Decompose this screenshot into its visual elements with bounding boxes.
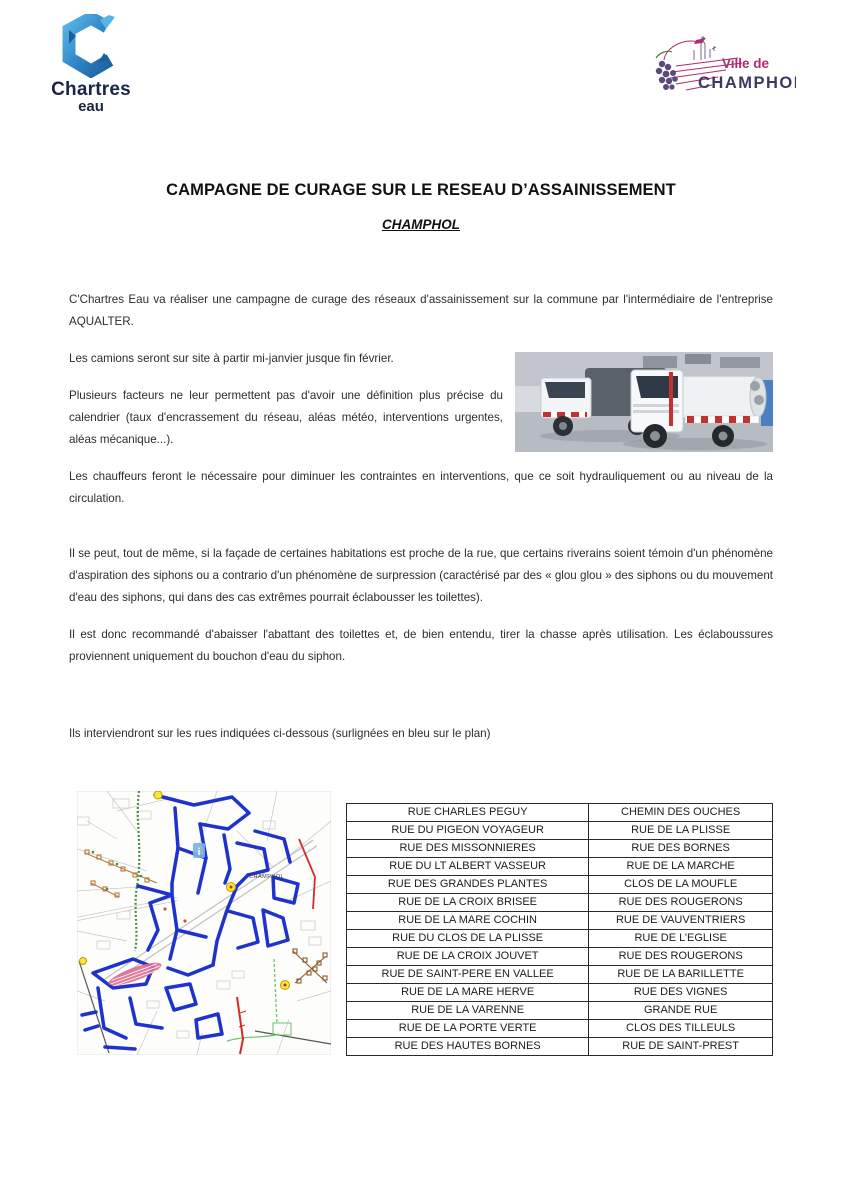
page-title: CAMPAGNE DE CURAGE SUR LE RESEAU D’ASSAINISSEMENT (166, 181, 676, 199)
table-row (347, 948, 773, 966)
svg-text:Ville de: Ville de (722, 56, 770, 71)
ville-de-champhol-logo (646, 32, 796, 103)
streets-table (346, 803, 773, 1056)
chartres-logo-line1: Chartres (51, 79, 131, 100)
street-cell: RUE DES VIGNES (589, 984, 773, 1002)
street-cell: RUE DE LA MARE COCHIN (347, 912, 589, 930)
street-cell: RUE DES MISSONNIERES (347, 840, 589, 858)
chartres-eau-logo (36, 14, 146, 116)
table-row (347, 984, 773, 1002)
street-map (77, 791, 331, 1055)
street-cell: RUE DES ROUGERONS (589, 894, 773, 912)
street-cell: GRANDE RUE (589, 1002, 773, 1020)
table-row (347, 966, 773, 984)
street-cell: RUE DE LA PORTE VERTE (347, 1020, 589, 1038)
spacer (69, 760, 773, 791)
chartres-logo-line2: eau (78, 98, 104, 115)
street-cell: RUE DE VAUVENTRIERS (589, 912, 773, 930)
street-cell: RUE DES BORNES (589, 840, 773, 858)
table-row (347, 822, 773, 840)
street-cell: RUE DE LA VARENNE (347, 1002, 589, 1020)
street-cell: RUE DE LA MARCHE (589, 858, 773, 876)
table-row (347, 840, 773, 858)
body-text (69, 289, 773, 1056)
street-cell: RUE DE LA CROIX BRISEE (347, 894, 589, 912)
street-cell: RUE DES ROUGERONS (589, 948, 773, 966)
paragraph-schedule: Les camions seront sur site à partir mi-janvier jusque fin février. (69, 352, 394, 365)
champhol-logo-drawing (646, 32, 796, 98)
table-row (347, 858, 773, 876)
map-town-label: CHAMPHOL (249, 874, 285, 880)
table-row (347, 1002, 773, 1020)
svg-text:i: i (197, 847, 201, 858)
street-cell: RUE CHARLES PEGUY (347, 804, 589, 822)
street-cell: RUE DE LA BARILLETTE (589, 966, 773, 984)
street-cell: RUE DES GRANDES PLANTES (347, 876, 589, 894)
table-row (347, 876, 773, 894)
table-row (347, 1020, 773, 1038)
street-cell: RUE DE L’EGLISE (589, 930, 773, 948)
paragraph-drivers: Les chauffeurs feront le nécessaire pour diminuer les contraintes en interventions, que ce soit hydrauliquement ou au niveau de la circulation. (69, 470, 773, 505)
paragraph-siphons: Il se peut, tout de même, si la façade de certaines habitations est proche de la rue, que certains riverains soient témoin d'un phénomène d'aspiration des siphons ou a contrario d'un phénomène de surpression (caractérisé par des « glou glou » des siphons ou du mouvement d'eau des siphons, qui dans des cas extrêmes pourrait éclabousser les toilettes). (69, 547, 773, 604)
page-subtitle: CHAMPHOL (382, 217, 460, 232)
table-row (347, 912, 773, 930)
table-row (347, 804, 773, 822)
street-cell: RUE DE SAINT-PERE EN VALLEE (347, 966, 589, 984)
paragraph-streets-intro: Ils interviendront sur les rues indiquées ci-dessous (surlignées en bleu sur le plan) (69, 727, 491, 740)
street-cell: RUE DU CLOS DE LA PLISSE (347, 930, 589, 948)
streets-table-body (347, 804, 773, 1056)
spacer (69, 683, 773, 723)
table-row (347, 930, 773, 948)
street-cell: RUE DE LA MARE HERVE (347, 984, 589, 1002)
paragraph-advice: Il est donc recommandé d'abaisser l'abattant des toilettes et, de bien entendu, tirer la chasse après utilisation. Les éclaboussures proviennent uniquement du bouchon d'eau du siphon. (69, 628, 773, 663)
svg-text:CHAMPHOL: CHAMPHOL (698, 74, 796, 92)
map-and-table-row (77, 791, 773, 1056)
street-cell: RUE DES HAUTES BORNES (347, 1038, 589, 1056)
street-cell: CLOS DE LA MOUFLE (589, 876, 773, 894)
street-cell: CHEMIN DES OUCHES (589, 804, 773, 822)
paragraph-intro: C'Chartres Eau va réaliser une campagne de curage des réseaux d'assainissement sur la commune par l'intermédiaire de l'entreprise AQUALTER. (69, 293, 773, 328)
chartres-eau-icon (60, 14, 122, 78)
street-cell: RUE DE SAINT-PREST (589, 1038, 773, 1056)
street-cell: RUE DE LA CROIX JOUVET (347, 948, 589, 966)
street-cell: CLOS DES TILLEULS (589, 1020, 773, 1038)
trucks-photo (515, 352, 773, 452)
info-icon (193, 843, 205, 858)
street-cell: RUE DE LA PLISSE (589, 822, 773, 840)
spacer (69, 525, 773, 543)
street-cell: RUE DU PIGEON VOYAGEUR (347, 822, 589, 840)
table-row (347, 894, 773, 912)
street-cell: RUE DU LT ALBERT VASSEUR (347, 858, 589, 876)
table-row (347, 1038, 773, 1056)
paragraph-factors: Plusieurs facteurs ne leur permettent pas d'avoir une définition plus précise du calendrier (taux d'encrassement du réseau, aléas météo, interventions urgentes, aléas mécanique...). (69, 389, 503, 446)
